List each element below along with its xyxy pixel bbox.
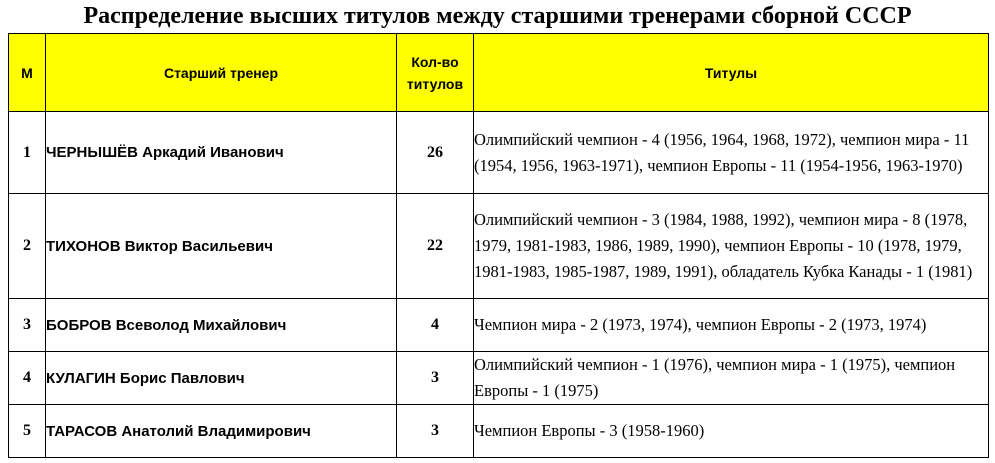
header-title-count-line1: Кол-во [411, 53, 459, 70]
header-title-count-line2: титулов [406, 75, 464, 92]
table-row [9, 299, 989, 352]
row-rank: 5 [9, 405, 46, 458]
row-titles: Олимпийский чемпион - 3 (1984, 1988, 1992), чемпион мира - 8 (1978, 1979, 1981-1983, 1986, 1989, 1990), чемпион Европы - 10 (1978, 1979, 1981-1983, 1985-1987, 1989, 1991), обладатель Кубка Канады - 1 (1981) [474, 194, 989, 299]
row-rank: 1 [9, 112, 46, 194]
row-title-count: 26 [397, 112, 474, 194]
row-coach-name: ЧЕРНЫШЁВ Аркадий Иванович [46, 112, 397, 194]
row-coach-name: ТИХОНОВ Виктор Васильевич [46, 194, 397, 299]
header-titles: Титулы [474, 34, 989, 112]
row-titles: Олимпийский чемпион - 1 (1976), чемпион мира - 1 (1975), чемпион Европы - 1 (1975) [474, 352, 989, 405]
header-title-count [397, 34, 474, 112]
table-row [9, 405, 989, 458]
row-coach-name: КУЛАГИН Борис Павлович [46, 352, 397, 405]
page-title: Распределение высших титулов между старшими тренерами сборной СССР [83, 3, 912, 29]
row-title-count: 3 [397, 405, 474, 458]
header-rank: М [9, 34, 46, 112]
row-titles: Олимпийский чемпион - 4 (1956, 1964, 1968, 1972), чемпион мира - 11 (1954, 1956, 1963-1971), чемпион Европы - 11 (1954-1956, 1963-1970) [474, 112, 989, 194]
header-coach: Старший тренер [46, 34, 397, 112]
row-coach-name: ТАРАСОВ Анатолий Владимирович [46, 405, 397, 458]
row-coach-name: БОБРОВ Всеволод Михайлович [46, 299, 397, 352]
table-row [9, 112, 989, 194]
row-title-count: 22 [397, 194, 474, 299]
row-titles: Чемпион мира - 2 (1973, 1974), чемпион Европы - 2 (1973, 1974) [474, 299, 989, 352]
table-row [9, 194, 989, 299]
table-row [9, 352, 989, 405]
table-header-row [9, 34, 989, 112]
row-rank: 3 [9, 299, 46, 352]
row-rank: 4 [9, 352, 46, 405]
coaches-titles-table [8, 33, 989, 458]
row-titles: Чемпион Европы - 3 (1958-1960) [474, 405, 989, 458]
row-title-count: 3 [397, 352, 474, 405]
row-title-count: 4 [397, 299, 474, 352]
row-rank: 2 [9, 194, 46, 299]
